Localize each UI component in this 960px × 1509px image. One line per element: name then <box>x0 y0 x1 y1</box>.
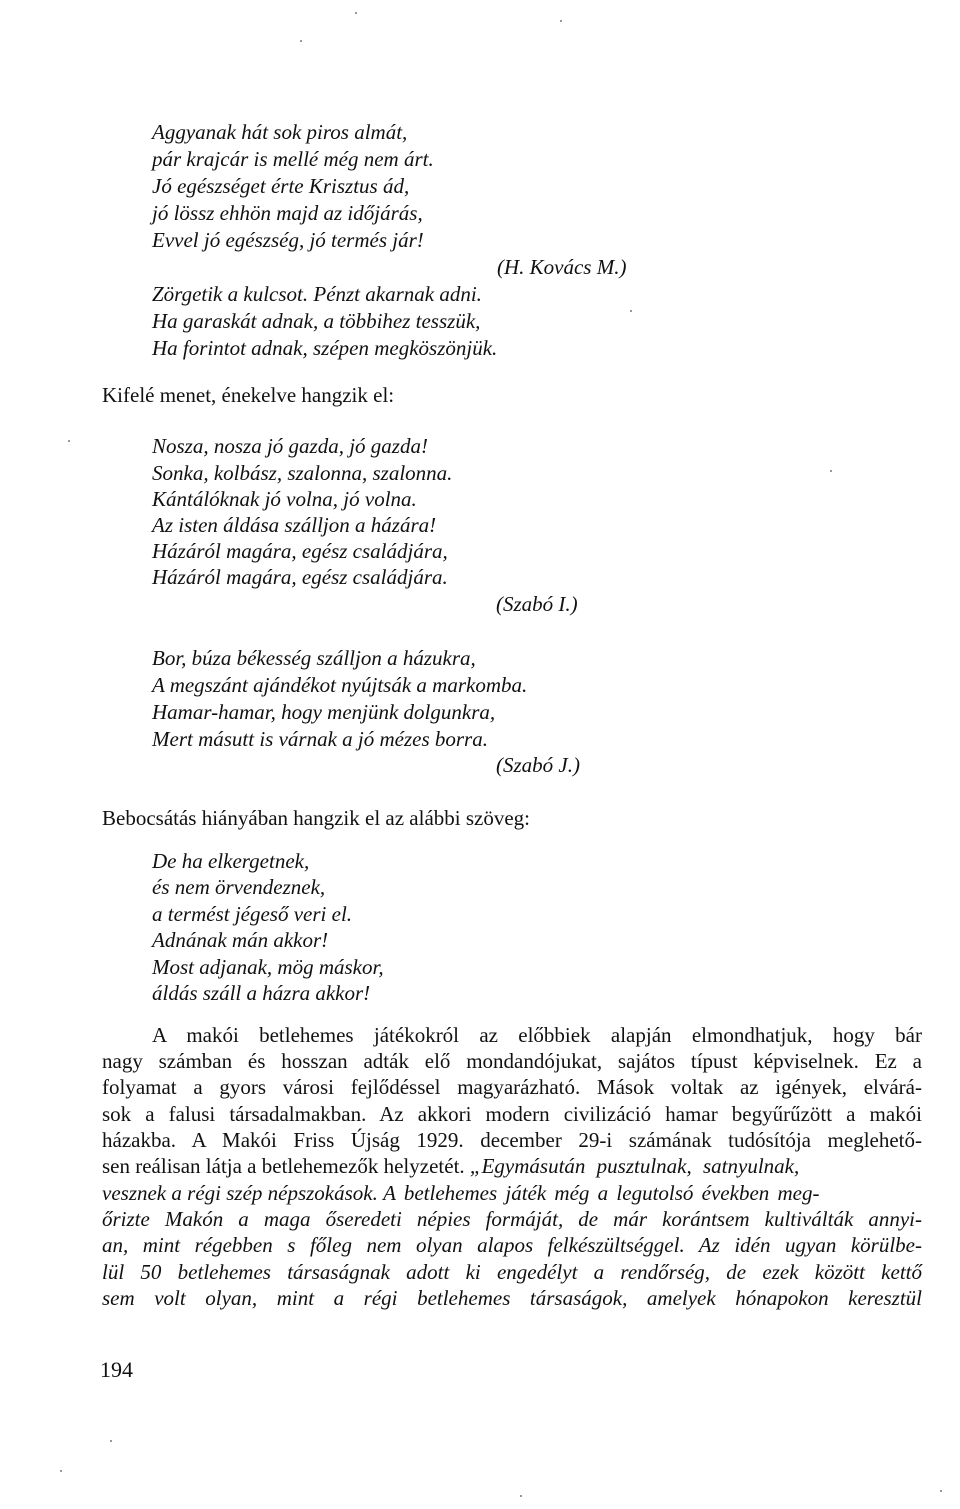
quote-segment: régi szép népszokások. <box>187 1181 384 1205</box>
verse-line: Az isten áldása szálljon a házára! <box>152 513 437 537</box>
speck <box>940 1490 942 1492</box>
verse-line: De ha elkergetnek, <box>152 849 310 873</box>
prose-segment: sen reálisan látja a betlehemezők helyzetét. <box>102 1154 470 1178</box>
prose-line: lül 50 betlehemes társaságnak adott ki engedélyt a rendőrség, de ezek között kettő <box>102 1260 922 1284</box>
verse-line: és nem örvendeznek, <box>152 875 326 899</box>
speck <box>830 470 832 472</box>
verse-line: Ha garaskát adnak, a többihez tesszük, <box>152 309 481 333</box>
prose-line: őrizte Makón a maga őseredeti népies formáját, de már korántsem kultiválták annyi- <box>102 1207 922 1231</box>
prose-line <box>102 1180 922 1206</box>
verse-line: Hamar-hamar, hogy menjünk dolgunkra, <box>152 700 496 724</box>
verse-line: pár krajcár is mellé még nem árt. <box>152 147 434 171</box>
prose-line: házakba. A Makói Friss Újság 1929. december 29-i számának tudósítója meglehető- <box>102 1128 922 1152</box>
prose-line: sem volt olyan, mint a régi betlehemes társaságok, amelyek hónapokon keresztül <box>102 1286 922 1310</box>
verse-line: Ha forintot adnak, szépen megköszönjük. <box>152 336 498 360</box>
verse-line: Mert másutt is várnak a jó mézes borra. <box>152 727 488 751</box>
verse-line: Házáról magára, egész családjára, <box>152 539 448 563</box>
quote-segment: vesznek a <box>102 1181 188 1205</box>
intro-text-1: Kifelé menet, énekelve hangzik el: <box>102 383 395 407</box>
prose-line: A makói betlehemes játékokról az előbbiek alapján elmondhatjuk, hogy bár <box>152 1023 922 1047</box>
page-number: 194 <box>100 1357 133 1382</box>
prose-line: an, mint régebben s főleg nem olyan alapos felkészültséggel. Az idén ugyan körülbe- <box>102 1233 922 1257</box>
verse-line: Jó egészséget érte Krisztus ád, <box>152 174 410 198</box>
verse-line: Zörgetik a kulcsot. Pénzt akarnak adni. <box>152 282 482 306</box>
prose-line: nagy számban és hosszan adták elő mondandójukat, sajátos típust képviselnek. Ez a <box>102 1049 922 1073</box>
speck <box>60 1470 62 1472</box>
verse-line: Bor, búza békesség szálljon a házukra, <box>152 646 476 670</box>
speck <box>355 12 357 14</box>
verse-line: Aggyanak hát sok piros almát, <box>152 120 408 144</box>
speck <box>520 1495 522 1497</box>
verse-line: Most adjanak, mög máskor, <box>152 955 384 979</box>
verse-line: Sonka, kolbász, szalonna, szalonna. <box>152 461 453 485</box>
intro-text-2: Bebocsátás hiányában hangzik el az alábbi szöveg: <box>102 806 530 830</box>
verse-line: Evvel jó egészség, jó termés jár! <box>152 228 424 252</box>
verse-line: áldás száll a házra akkor! <box>152 981 371 1005</box>
verse-line: Kántálóknak jó volna, jó volna. <box>152 487 417 511</box>
verse-line: Nosza, nosza jó gazda, jó gazda! <box>152 434 428 458</box>
verse-attribution: (Szabó I.) <box>496 592 578 616</box>
verse-line: jó lössz ehhön majd az időjárás, <box>152 201 423 225</box>
speck <box>110 1440 112 1442</box>
speck <box>560 20 562 22</box>
verse-attribution: (Szabó J.) <box>496 753 580 777</box>
speck <box>68 440 70 442</box>
prose-line <box>102 1153 922 1179</box>
verse-line: a termést jégeső veri el. <box>152 902 353 926</box>
verse-line: Házáról magára, egész családjára. <box>152 565 448 589</box>
verse-attribution: (H. Kovács M.) <box>497 255 627 279</box>
prose-line: sok a falusi társadalmakban. Az akkori modern civilizáció hamar begyűrűzött a makói <box>102 1102 922 1126</box>
quote-segment: A betlehemes játék még a legutolsó években meg- <box>383 1181 820 1205</box>
verse-line: A megszánt ajándékot nyújtsák a markomba. <box>152 673 528 697</box>
prose-line: folyamat a gyors városi fejlődéssel magyarázható. Mások voltak az igények, elvárá- <box>102 1075 922 1099</box>
speck <box>630 310 632 312</box>
verse-line: Adnának mán akkor! <box>152 928 329 952</box>
quote-segment: „Egymásután pusztulnak, satnyulnak, <box>469 1154 800 1178</box>
speck <box>300 40 302 42</box>
